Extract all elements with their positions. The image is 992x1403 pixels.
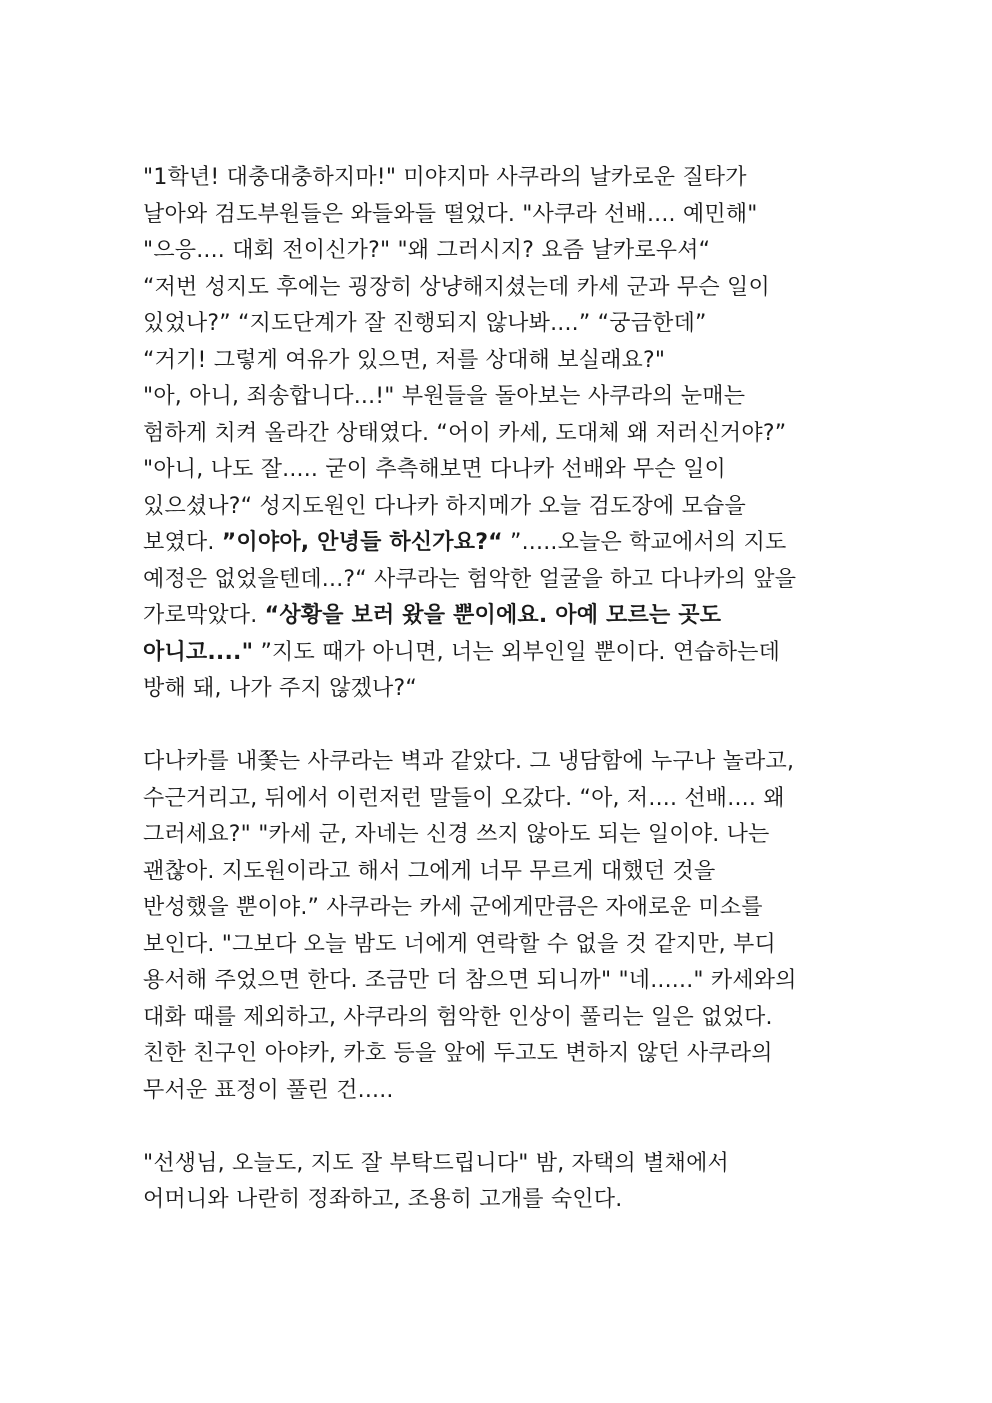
text-line [143,890,883,927]
paragraph [143,744,883,1109]
text-line [143,1073,883,1110]
text-segment: 그러세요?" "카세 군, 자네는 신경 쓰지 않아도 되는 일이야. 나는 [143,822,770,847]
text-segment: "선생님, 오늘도, 지도 잘 부탁드립니다" 밤, 자택의 별채에서 [143,1150,729,1176]
text-line [143,197,883,234]
text-line [143,671,883,708]
text-segment: ”지도 때가 아니면, 너는 외부인일 뿐이다. 연습하는데 [253,639,781,665]
text-segment: 예정은 없었을텐데...?“ 사쿠라는 험악한 얼굴을 하고 다나카의 앞을 [143,566,797,592]
text-segment: ”.....오늘은 학교에서의 지도 [502,530,787,555]
document-body [143,160,883,1219]
text-segment: 날아와 검도부원들은 와들와들 떨었다. "사쿠라 선배.... 예민해" [143,201,758,227]
paragraph [143,1146,883,1219]
text-segment: 친한 친구인 아야카, 카호 등을 앞에 두고도 변하지 않던 사쿠라의 [143,1041,773,1066]
text-segment: 보였다. [143,530,222,555]
text-line [143,963,883,1000]
text-line [143,233,883,270]
text-segment: 방해 돼, 나가 주지 않겠나?“ [143,676,417,701]
text-segment: “저번 성지도 후에는 굉장히 상냥해지셨는데 카세 군과 무슨 일이 [143,274,770,300]
paragraph-gap [143,708,883,745]
text-line [143,1000,883,1037]
text-segment: 어머니와 나란히 정좌하고, 조용히 고개를 숙인다. [143,1187,623,1212]
text-segment: "아니, 나도 잘..... 굳이 추측해보면 다나카 선배와 무슨 일이 [143,457,726,482]
text-line [143,1036,883,1073]
text-segment: 험하게 치켜 올라간 상태였다. “어이 카세, 도대체 왜 저러신거야?” [143,420,787,446]
text-segment: "아, 아니, 죄송합니다...!" 부원들을 돌아보는 사쿠라의 눈매는 [143,384,746,409]
bold-text-segment: ”이야아, 안녕들 하신가요?“ [221,530,503,555]
text-line [143,854,883,891]
text-segment: 괜찮아. 지도원이라고 해서 그에게 너무 무르게 대했던 것을 [143,858,716,884]
text-line [143,1146,883,1183]
text-line [143,489,883,526]
text-segment: 무서운 표정이 풀린 건..... [143,1077,394,1103]
text-segment: 다나카를 내쫓는 사쿠라는 벽과 같았다. 그 냉담함에 누구나 놀라고, [143,749,795,774]
text-line [143,525,883,562]
text-line [143,635,883,672]
text-line [143,598,883,635]
text-segment: "으응.... 대회 전이신가?" "왜 그러시지? 요즘 날카로우셔“ [143,238,711,263]
text-segment: 있으셨나?“ 성지도원인 다나카 하지메가 오늘 검도장에 모습을 [143,493,746,519]
text-segment: 보인다. "그보다 오늘 밤도 너에게 연락할 수 없을 것 같지만, 부디 [143,931,776,957]
text-line [143,817,883,854]
paragraph-gap [143,1109,883,1146]
text-segment: "1학년! 대충대충하지마!" 미야지마 사쿠라의 날카로운 질타가 [143,165,747,190]
text-segment: 대화 때를 제외하고, 사쿠라의 험악한 인상이 풀리는 일은 없었다. [143,1004,773,1030]
text-line [143,306,883,343]
text-segment: “거기! 그렇게 여유가 있으면, 저를 상대해 보실래요?" [143,347,666,373]
text-line [143,416,883,453]
text-line [143,270,883,307]
text-line [143,452,883,489]
bold-text-segment: 아니고...." [143,639,254,665]
text-line [143,781,883,818]
text-line [143,744,883,781]
text-line [143,562,883,599]
text-line [143,379,883,416]
text-segment: 있었나?” “지도단계가 잘 진행되지 않나봐....” “궁금한데” [143,311,707,336]
text-segment: 수근거리고, 뒤에서 이런저런 말들이 오갔다. “아, 저.... 선배.... 왜 [143,785,785,811]
text-line [143,927,883,964]
text-segment: 가로막았다. [143,603,265,628]
bold-text-segment: “상황을 보러 왔을 뿐이에요. 아예 모르는 곳도 [264,603,722,628]
text-line [143,343,883,380]
paragraph [143,160,883,708]
text-line [143,160,883,197]
text-line [143,1182,883,1219]
text-segment: 용서해 주었으면 한다. 조금만 더 참으면 되니까" "네......" 카세와의 [143,968,797,993]
text-segment: 반성했을 뿐이야.” 사쿠라는 카세 군에게만큼은 자애로운 미소를 [143,895,763,920]
